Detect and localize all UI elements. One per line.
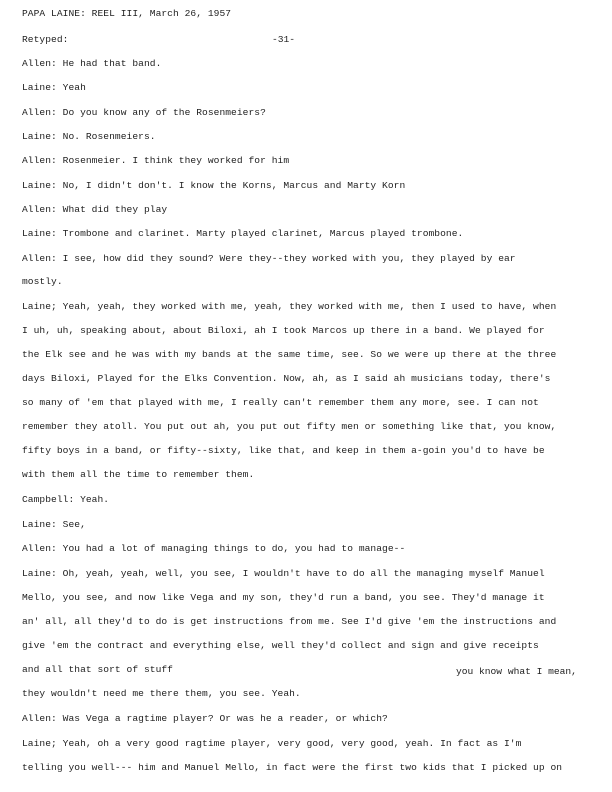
transcript-line: mostly. (22, 276, 63, 287)
transcript-line: fifty boys in a band, or fifty--sixty, like that, and keep in them a-goin you'd to have be (22, 445, 545, 456)
transcript-line: Campbell: Yeah. (22, 494, 110, 505)
transcript-line: Allen: Rosenmeier. I think they worked for him (22, 155, 290, 166)
document-title: PAPA LAINE: REEL III, March 26, 1957 (22, 8, 232, 19)
transcript-line: Laine: No. Rosenmeiers. (22, 131, 156, 142)
transcript-line: Laine: Oh, yeah, yeah, well, you see, I wouldn't have to do all the managing myself Manuel (22, 568, 545, 579)
transcript-line: days Biloxi, Played for the Elks Convention. Now, ah, as I said ah musicians today, there's (22, 373, 551, 384)
retyped-label: Retyped: (22, 34, 69, 45)
transcript-line: and all that sort of stuff (22, 664, 173, 675)
transcript-line: Allen: I see, how did they sound? Were they--they worked with you, they played by ear (22, 253, 516, 264)
transcript-line: Laine: Trombone and clarinet. Marty played clarinet, Marcus played trombone. (22, 228, 464, 239)
transcript-line: Laine; Yeah, oh a very good ragtime player, very good, very good, yeah. In fact as I'm (22, 738, 522, 749)
transcript-line: Allen: You had a lot of managing things to do, you had to manage-- (22, 543, 406, 554)
transcript-line: telling you well--- him and Manuel Mello, in fact were the first two kids that I picked up on (22, 762, 563, 773)
transcript-line: Allen: What did they play (22, 204, 168, 215)
transcript-line: Laine; Yeah, yeah, they worked with me, yeah, they worked with me, then I used to have, when (22, 301, 557, 312)
transcript-line: so many of 'em that played with me, I really can't remember them any more, see. I can not (22, 397, 539, 408)
transcript-line: an' all, all they'd to do is get instructions from me. See I'd give 'em the instructions and (22, 616, 557, 627)
page-number: -31- (272, 34, 296, 45)
transcript-line: remember they atoll. You put out ah, you put out fifty men or something like that, you know, (22, 421, 557, 432)
transcript-line: Laine: No, I didn't don't. I know the Korns, Marcus and Marty Korn (22, 180, 406, 191)
transcript-line: I uh, uh, speaking about, about Biloxi, ah I took Marcos up there in a band. We played for (22, 325, 545, 336)
transcript-fragment: you know what I mean, (456, 666, 577, 677)
transcript-line: Allen: Do you know any of the Rosenmeiers? (22, 107, 266, 118)
transcript-line: with them all the time to remember them. (22, 469, 255, 480)
transcript-line: Laine: See, (22, 519, 86, 530)
transcript-line: Allen: Was Vega a ragtime player? Or was he a reader, or which? (22, 713, 388, 724)
transcript-line: Laine: Yeah (22, 82, 86, 93)
transcript-line: the Elk see and he was with my bands at the same time, see. So we were up there at the three (22, 349, 557, 360)
transcript-line: give 'em the contract and everything else, well they'd collect and sign and give receipts (22, 640, 539, 651)
transcript-line: Allen: He had that band. (22, 58, 162, 69)
transcript-line: they wouldn't need me there them, you see. Yeah. (22, 688, 301, 699)
transcript-line: Mello, you see, and now like Vega and my son, they'd run a band, you see. They'd manage it (22, 592, 545, 603)
